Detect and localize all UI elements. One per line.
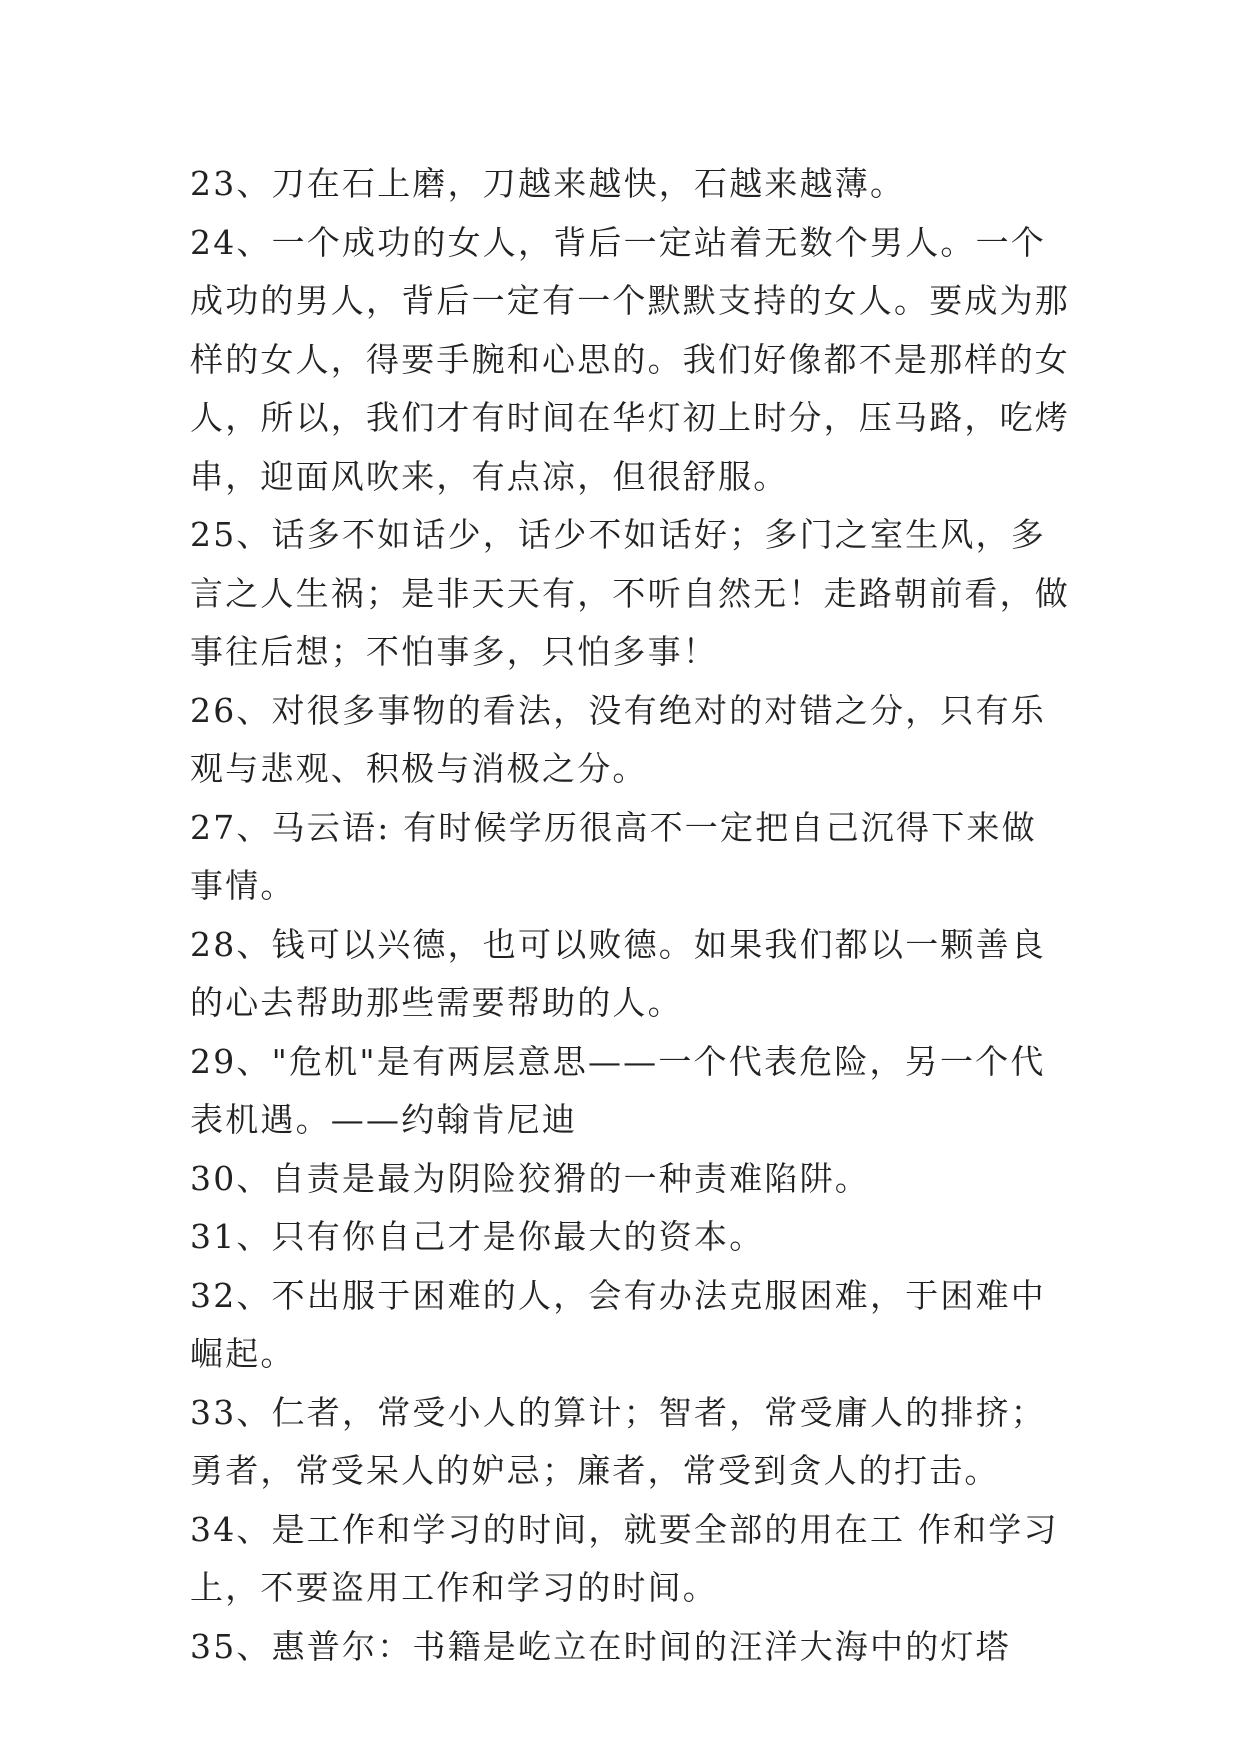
- entry-28: 28、钱可以兴德，也可以败德。如果我们都以一颗善良的心去帮助那些需要帮助的人。: [190, 924, 1046, 1022]
- entry-24: 24、一个成功的女人，背后一定站着无数个男人。一个成功的男人，背后一定有一个默默支持的女人。要成为那样的女人，得要手腕和心思的。我们好像都不是那样的女人，所以，我们才有时间在华灯初上时分，压马路，吃烤串，迎面风吹来，有点凉，但很舒服。: [190, 222, 1070, 496]
- document-body: [190, 155, 1070, 1676]
- entry-30: 30、自责是最为阴险狡猾的一种责难陷阱。: [190, 1158, 870, 1198]
- entry-34: 34、是工作和学习的时间，就要全部的用在工 作和学习上，不要盗用工作和学习的时间。: [190, 1509, 1059, 1607]
- entry-35: 35、惠普尔：书籍是屹立在时间的汪洋大海中的灯塔: [190, 1626, 1011, 1666]
- entry-23: 23、刀在石上磨，刀越来越快，石越来越薄。: [190, 164, 906, 203]
- entry-32: 32、不出服于困难的人，会有办法克服困难，于困难中崛起。: [190, 1275, 1046, 1373]
- entry-31: 31、只有你自己才是你最大的资本。: [190, 1217, 765, 1256]
- entry-33: 33、仁者，常受小人的算计；智者，常受庸人的排挤；勇者，常受呆人的妒忌；廉者，常受到贪人的打击。: [190, 1392, 1046, 1490]
- entry-25: 25、话多不如话少，话少不如话好；多门之室生风，多言之人生祸；是非天天有，不听自然无！走路朝前看，做事往后想；不怕事多，只怕多事！: [190, 515, 1070, 671]
- entry-27: 27、马云语: 有时候学历很高不一定把自己沉得下来做事情。: [190, 807, 1037, 905]
- entry-29: 29、"危机"是有两层意思——一个代表危险，另一个代表机遇。——约翰肯尼迪: [190, 1041, 1046, 1139]
- entry-26: 26、对很多事物的看法，没有绝对的对错之分，只有乐观与悲观、积极与消极之分。: [190, 690, 1046, 788]
